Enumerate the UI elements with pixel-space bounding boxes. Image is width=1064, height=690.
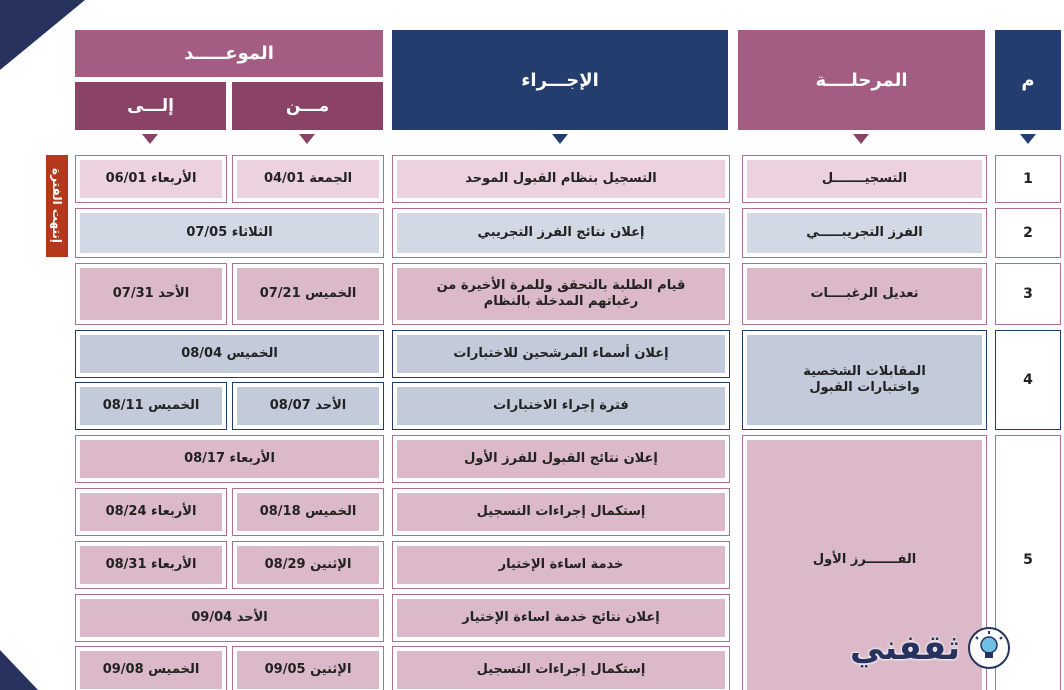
- arrow-down-icon: [1020, 134, 1036, 144]
- header-to: إلـــى: [75, 82, 226, 130]
- single-date: الثلاثاء 07/05: [80, 213, 379, 253]
- site-logo: [850, 622, 1062, 674]
- stage-label: الفرز التجريبـــــي: [747, 213, 982, 253]
- single-date-cell: [75, 594, 384, 642]
- row-number: 1: [1000, 160, 1056, 198]
- single-date-cell: [75, 435, 384, 483]
- procedure-label: خدمة اساءة الإختيار: [397, 546, 725, 584]
- procedure-cell: [392, 208, 730, 258]
- single-date: الأحد 09/04: [80, 599, 379, 637]
- procedure-cell: [392, 263, 730, 325]
- row-number: 3: [1000, 268, 1056, 320]
- procedure-label: إستكمال إجراءات التسجيل: [397, 493, 725, 531]
- single-date-cell: [75, 208, 384, 258]
- header-from: مـــن: [232, 82, 383, 130]
- to-date-cell: [75, 488, 227, 536]
- procedure-cell: [392, 330, 730, 378]
- from-date-cell: [232, 541, 384, 589]
- stage-label: التسجيـــــــل: [747, 160, 982, 198]
- row-number: 2: [1000, 213, 1056, 253]
- arrow-down-icon: [552, 134, 568, 144]
- procedure-cell: [392, 594, 730, 642]
- to-date-cell: [75, 155, 227, 203]
- row-number-cell: [995, 330, 1061, 430]
- row-number-cell: [995, 263, 1061, 325]
- procedure-label: فترة إجراء الاختبارات: [397, 387, 725, 425]
- to-date-cell: [75, 382, 227, 430]
- arrow-down-icon: [853, 134, 869, 144]
- arrow-down-icon: [142, 134, 158, 144]
- single-date: الأربعاء 08/17: [80, 440, 379, 478]
- period-ended-badge: إنتهت الفترة: [46, 155, 68, 257]
- from-date-cell: [232, 263, 384, 325]
- to-date-cell: [75, 541, 227, 589]
- row-number: 4: [1000, 335, 1056, 425]
- procedure-label: إعلان نتائج خدمة اساءة الإختيار: [397, 599, 725, 637]
- stage-label: تعديل الرغبــــات: [747, 268, 982, 320]
- arrow-down-icon: [299, 134, 315, 144]
- from-date-cell: [232, 488, 384, 536]
- stage-cell: [742, 208, 987, 258]
- procedure-cell: [392, 382, 730, 430]
- stage-label: الفـــــــرز الأول: [747, 440, 982, 690]
- stage-cell: [742, 263, 987, 325]
- stage-label: المقابلات الشخصية واختبارات القبول: [747, 335, 982, 425]
- from-date: الإثنين 09/05: [237, 651, 379, 689]
- procedure-cell: [392, 646, 730, 690]
- stage-cell: [742, 155, 987, 203]
- from-date: الأحد 08/07: [237, 387, 379, 425]
- procedure-label: إعلان نتائج الفرز التجريبي: [397, 213, 725, 253]
- row-number-cell: [995, 208, 1061, 258]
- header-number: م: [995, 30, 1061, 130]
- procedure-label: إستكمال إجراءات التسجيل: [397, 651, 725, 689]
- lightbulb-icon: [966, 625, 1012, 671]
- to-date: الأربعاء 08/31: [80, 546, 222, 584]
- header-date: الموعـــــد: [75, 30, 383, 77]
- procedure-label: إعلان أسماء المرشحين للاختبارات: [397, 335, 725, 373]
- from-date: الخميس 08/18: [237, 493, 379, 531]
- to-date-cell: [75, 263, 227, 325]
- single-date: الخميس 08/04: [80, 335, 379, 373]
- corner-decoration-top: [0, 0, 85, 70]
- procedure-label: التسجيل بنظام القبول الموحد: [397, 160, 725, 198]
- row-number-cell: [995, 155, 1061, 203]
- to-date: الخميس 09/08: [80, 651, 222, 689]
- from-date: الإثنين 08/29: [237, 546, 379, 584]
- header-stage: المرحلــــة: [738, 30, 985, 130]
- from-date: الجمعة 04/01: [237, 160, 379, 198]
- procedure-cell: [392, 541, 730, 589]
- procedure-cell: [392, 155, 730, 203]
- from-date-cell: [232, 155, 384, 203]
- from-date: الخميس 07/21: [237, 268, 379, 320]
- from-date-cell: [232, 382, 384, 430]
- to-date-cell: [75, 646, 227, 690]
- header-procedure: الإجـــراء: [392, 30, 728, 130]
- procedure-cell: [392, 488, 730, 536]
- to-date: الأربعاء 08/24: [80, 493, 222, 531]
- logo-text: ثقفني: [850, 628, 960, 668]
- from-date-cell: [232, 646, 384, 690]
- to-date: الأربعاء 06/01: [80, 160, 222, 198]
- corner-decoration-bottom: [0, 650, 38, 690]
- to-date: الخميس 08/11: [80, 387, 222, 425]
- procedure-label: إعلان نتائج القبول للفرز الأول: [397, 440, 725, 478]
- procedure-cell: [392, 435, 730, 483]
- single-date-cell: [75, 330, 384, 378]
- to-date: الأحد 07/31: [80, 268, 222, 320]
- row-number: 5: [1000, 440, 1056, 690]
- stage-cell: [742, 330, 987, 430]
- procedure-label: قيام الطلبة بالتحقق وللمرة الأخيرة من رغباتهم المدخلة بالنظام: [397, 268, 725, 320]
